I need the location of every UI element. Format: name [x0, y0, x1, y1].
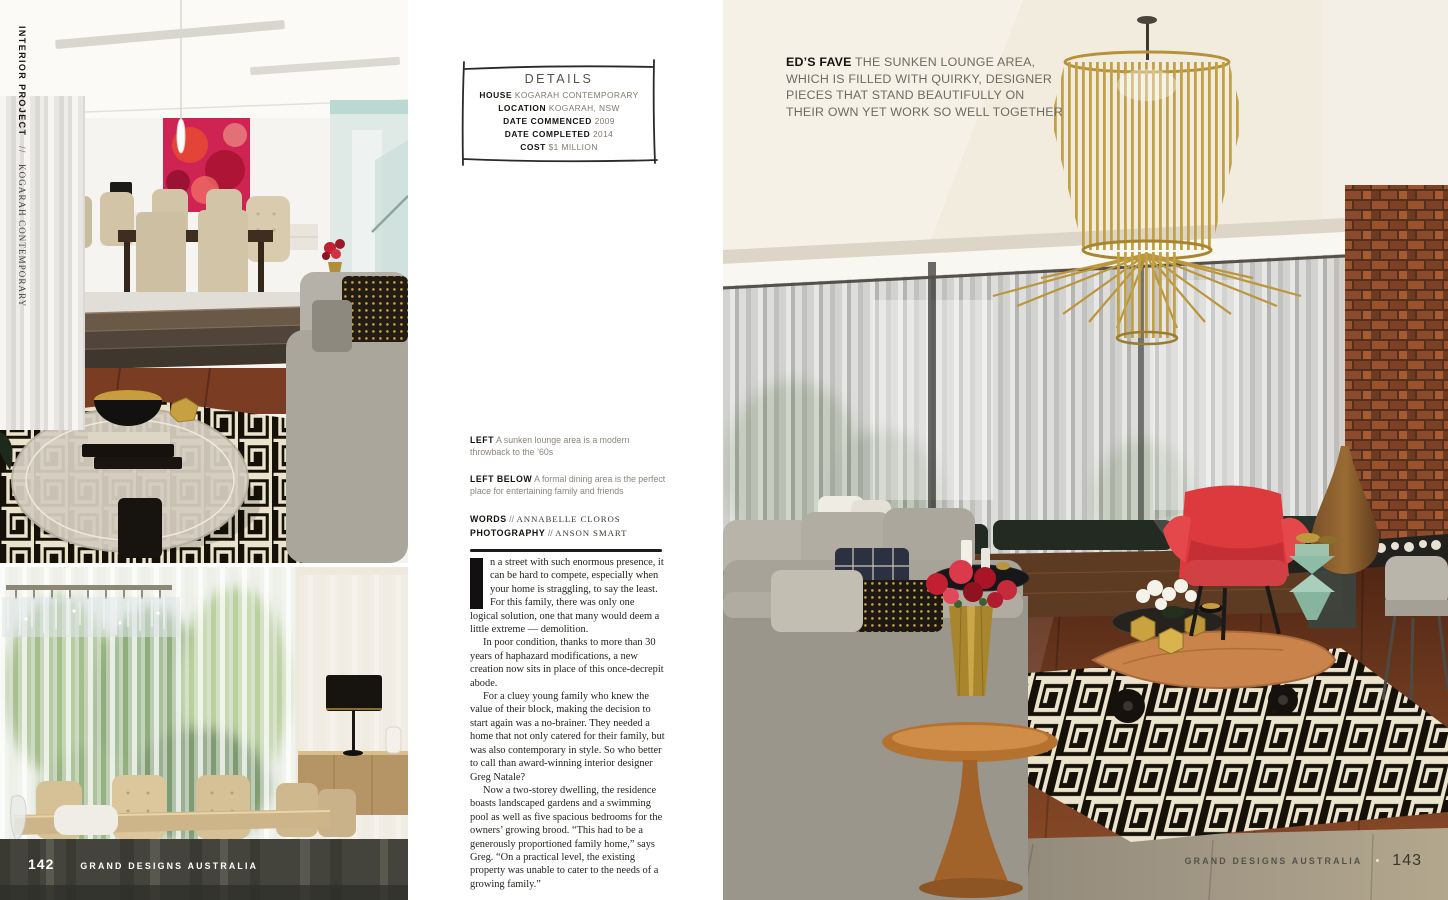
stair-hallway [330, 100, 408, 300]
credit-words: WORDS // ANNABELLE CLOROS [470, 513, 621, 524]
details-row: HOUSE KOGARAH CONTEMPORARY [479, 90, 639, 100]
details-row: COST $1 MILLION [520, 142, 598, 152]
sofa [286, 272, 408, 563]
photo-sunken-lounge-wide [723, 0, 1448, 900]
paragraph: In poor condition, thanks to more than 30 years of haphazard modifications, a new creation now sits in place of this once-decrepit abode. [470, 637, 664, 689]
photo-captions [470, 434, 666, 552]
eds-fave-label: ED’S FAVE [786, 55, 852, 69]
details-row: DATE COMPLETED 2014 [504, 129, 614, 139]
divider-rule [470, 549, 662, 552]
article-text [470, 556, 665, 891]
footer-left [28, 856, 258, 872]
photo-sunken-lounge-wide-art [723, 0, 1448, 900]
details-title: DETAILS [524, 72, 594, 86]
section-project-name: KOGARAH CONTEMPORARY [17, 164, 27, 308]
sheer-curtains [0, 96, 85, 430]
section-sidebar-label [17, 26, 27, 307]
paragraph: For a cluey young family who knew the value of their block, making the decision to start again was a no-brainer. They needed a home that not only catered for their family, but was also contemporary in style. So who better to call than award-winning interior designer Greg Natale? [470, 691, 665, 783]
details-row: DATE COMMENCED 2009 [503, 116, 615, 126]
photo-formal-dining [0, 567, 408, 900]
details-box-border [455, 57, 663, 169]
footer-bullet: • [1375, 855, 1380, 867]
photo-sunken-lounge-dining [0, 0, 408, 563]
paragraph: Now a two-storey dwelling, the residence boasts landscaped gardens and a swimming pool as well as five spacious bedrooms for the owners’ growing brood. “This had to be a generously proportioned family home,” says Greg. “On a practical level, the existing property was unable to cater to the needs of a growing family.” [470, 784, 663, 890]
caption-left: LEFT A sunken lounge area is a modern throwback to the ’60s [470, 435, 630, 458]
details-row: LOCATION KOGARAH, NSW [498, 103, 620, 113]
photo-formal-dining-art [0, 567, 408, 900]
drop-cap [470, 558, 483, 609]
paragraph: n a street with such enormous presence, it can be hard to compete, especially when your home is straggling, to say the least. For this family, there was only one logical solution, one that many would deem a little extreme — demolition. [470, 557, 664, 636]
photo-sunken-lounge-dining-art [0, 0, 408, 563]
section-label: INTERIOR PROJECT [17, 26, 27, 137]
section-divider: // [17, 146, 27, 155]
magazine-title-left: GRAND DESIGNS AUSTRALIA [80, 861, 259, 871]
credit-photography: PHOTOGRAPHY // ANSON SMART [470, 528, 628, 538]
magazine-title-right: GRAND DESIGNS AUSTRALIA [1184, 856, 1363, 866]
page-number-right: 143 [1392, 852, 1422, 869]
eds-fave-text: THE SUNKEN LOUNGE AREA, WHICH IS FILLED WITH QUIRKY, DESIGNER PIECES THAT STAND BEAUTIFULLY ON THEIR OWN YET WORK SO WELL TOGETHER [786, 55, 1063, 119]
white-quilted-chair [54, 805, 118, 835]
footer-right [1185, 852, 1422, 870]
editors-favourite-note [786, 54, 1064, 120]
caption-left-below: LEFT BELOW A formal dining area is the perfect place for entertaining family and friends [470, 473, 666, 497]
details-box [455, 57, 663, 169]
page-number-left: 142 [28, 856, 55, 872]
